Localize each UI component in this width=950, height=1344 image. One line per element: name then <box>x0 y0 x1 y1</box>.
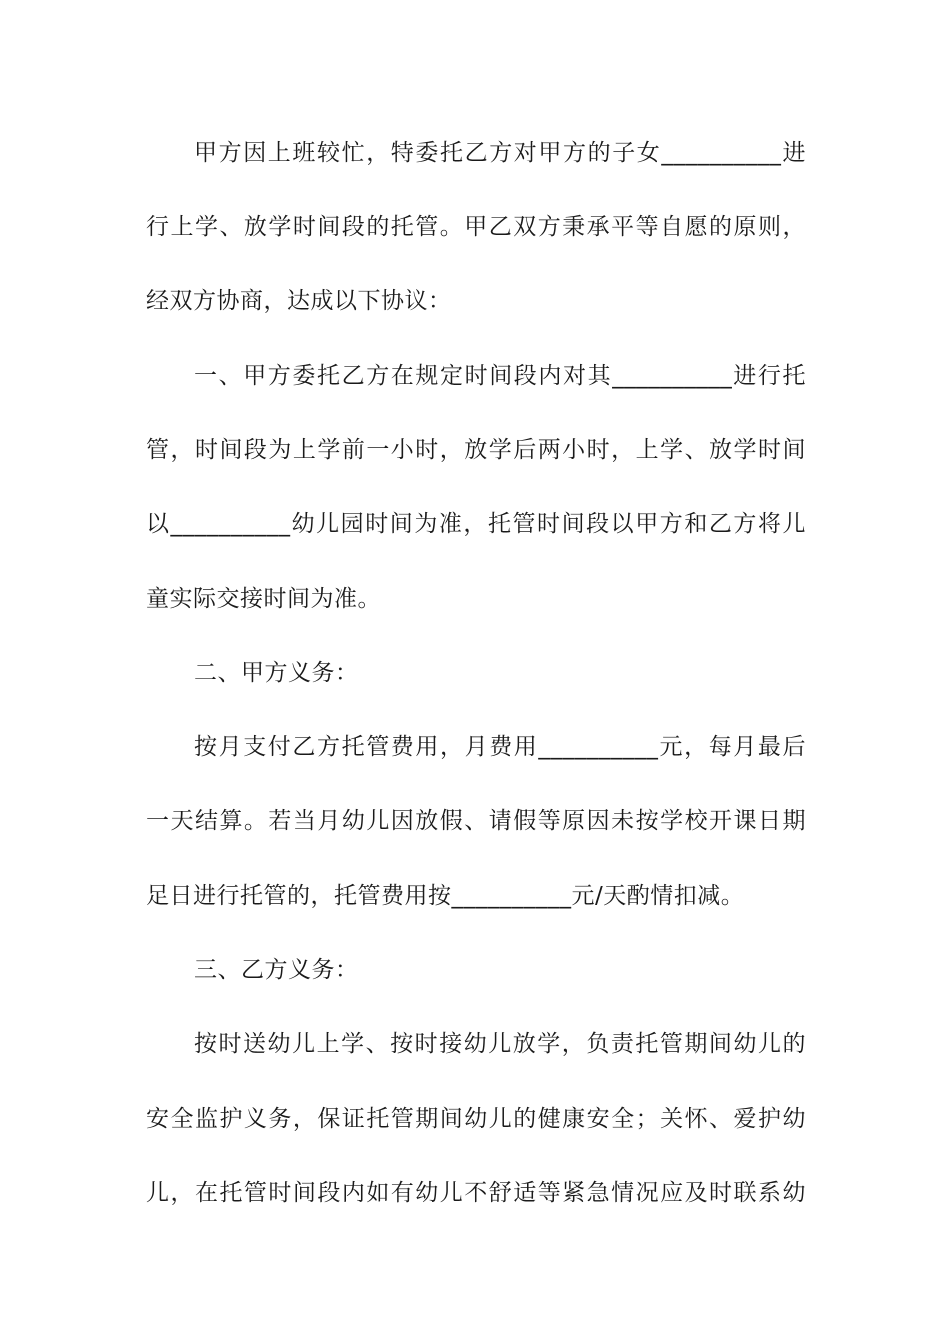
section-2-heading: 二、甲方义务： <box>194 660 359 686</box>
section-2-line-1: 按月支付乙方托管费用，月费用__________元，每月最后 <box>194 734 806 760</box>
clause-1-line-4: 童实际交接时间为准。 <box>146 586 381 612</box>
clause-1-line-3: 以__________幼儿园时间为准，托管时间段以甲方和乙方将儿 <box>146 511 806 537</box>
paragraph-intro-line-2: 行上学、放学时间段的托管。甲乙双方秉承平等自愿的原则， <box>146 214 806 240</box>
paragraph-intro-line-1: 甲方因上班较忙，特委托乙方对甲方的子女__________进 <box>194 140 806 166</box>
section-3-line-2: 安全监护义务，保证托管期间幼儿的健康安全；关怀、爱护幼 <box>146 1106 806 1132</box>
paragraph-intro-line-3: 经双方协商，达成以下协议： <box>146 288 452 314</box>
clause-1-line-1: 一、甲方委托乙方在规定时间段内对其__________进行托 <box>194 363 806 389</box>
section-3-line-1: 按时送幼儿上学、按时接幼儿放学，负责托管期间幼儿的 <box>194 1031 806 1057</box>
section-2-line-2: 一天结算。若当月幼儿因放假、请假等原因未按学校开课日期 <box>146 808 806 834</box>
section-2-line-3: 足日进行托管的，托管费用按__________元/天酌情扣减。 <box>146 883 745 909</box>
clause-1-line-2: 管，时间段为上学前一小时，放学后两小时，上学、放学时间 <box>146 437 806 463</box>
section-3-line-3: 儿，在托管时间段内如有幼儿不舒适等紧急情况应及时联系幼 <box>146 1180 806 1206</box>
section-3-heading: 三、乙方义务： <box>194 957 359 983</box>
